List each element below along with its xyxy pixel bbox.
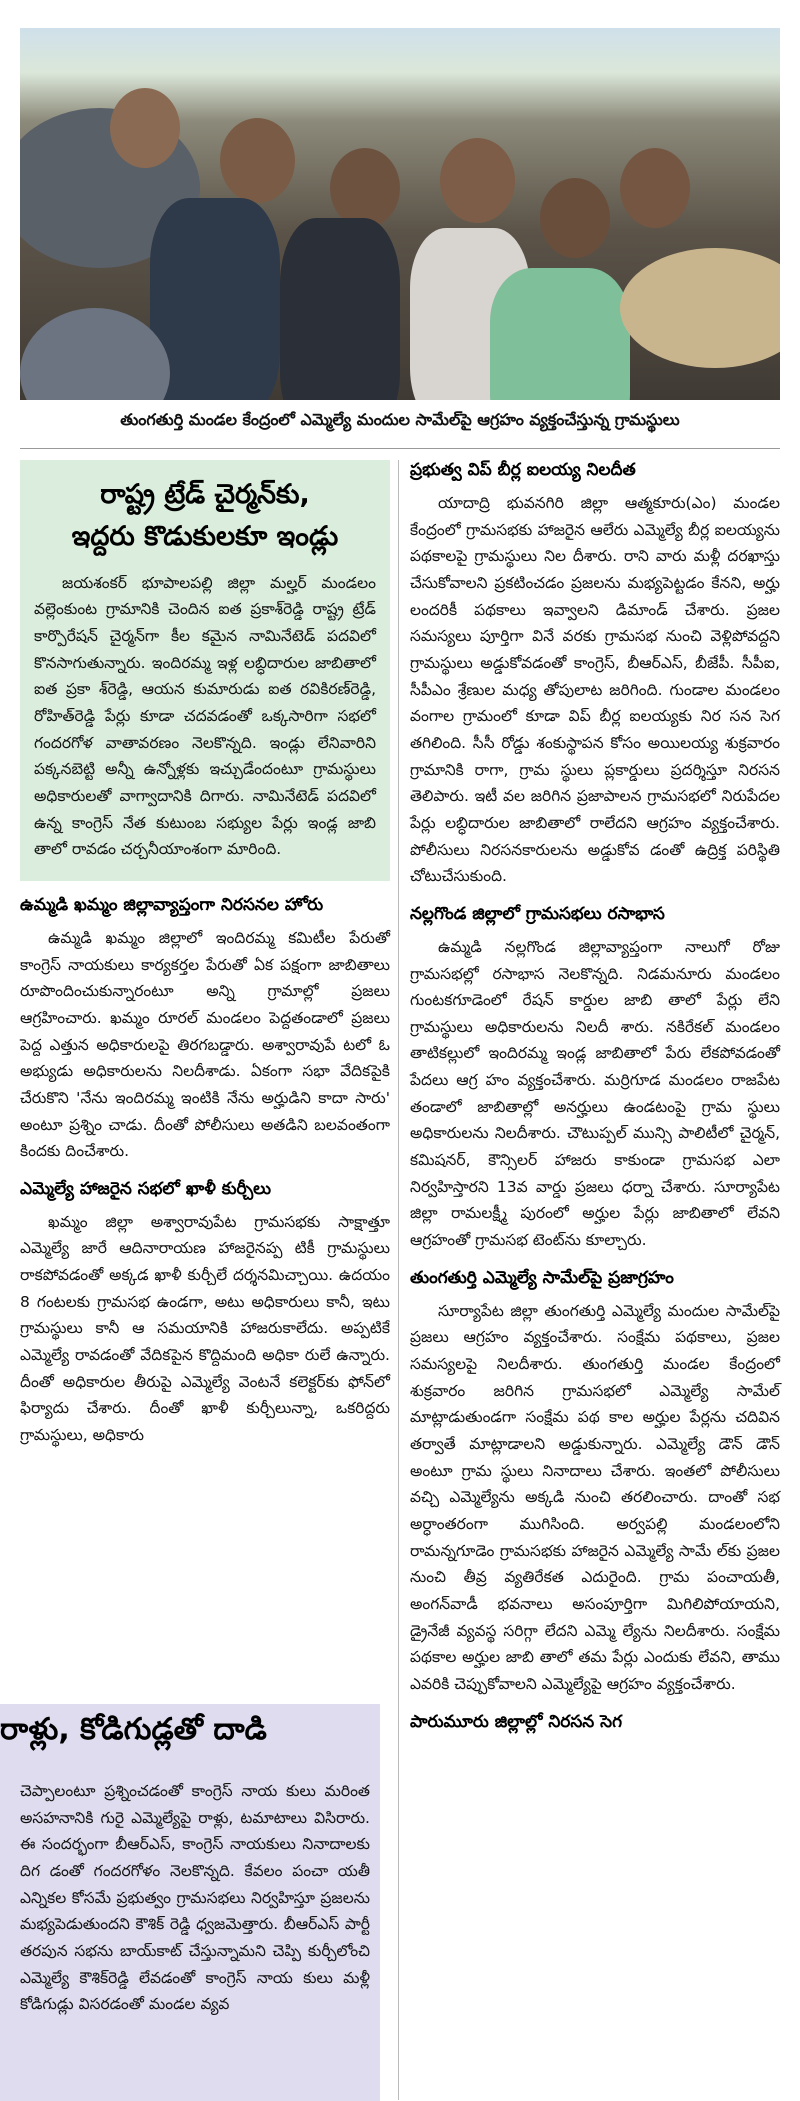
panel-headline: రాళ్లు, కోడిగుడ్లతో దాడి — [0, 1712, 267, 1747]
section-title: ఎమ్మెల్యే హాజరైన సభలో ఖాళీ కుర్చీలు — [20, 1178, 272, 1199]
protest-photo — [20, 28, 780, 400]
section-body: సూర్యాపేట జిల్లా తుంగతుర్తి ఎమ్మెల్యే మందుల సామేల్‌పై ప్రజలు ఆగ్రహం వ్యక్తంచేశారు. సంక్షేమ పథకాలు, ప్రజల సమస్యలపై నిలదీశారు. తుంగతుర్తి మండల కేంద్రంలో శుక్రవారం జరిగిన గ్రామసభలో ఎమ్మెల్యే సామేల్ మాట్లాడుతుండగా సంక్షేమ పథ కాల అర్హుల పేర్లను చదివిన తర్వాతే మాట్లాడాలని అడ్డుకున్నారు. ఎమ్మెల్యే డౌన్ డౌన్ అంటూ గ్రామ స్థులు నినాదాలు చేశారు. ఇంతలో పోలీసులు వచ్చి ఎమ్మెల్యేను అక్కడి నుంచి తరలించారు. దాంతో సభ అర్ధాంతరంగా ముగిసింది. అర్వపల్లి మండలంలోని రామన్నగూడెం గ్రామసభకు హాజరైన ఎమ్మెల్యే సామే ల్‌కు ప్రజల నుంచి తీవ్ర వ్యతిరేకత ఎదురైంది. గ్రామ పంచాయతీ, అంగన్‌వాడీ భవనాలు అసంపూర్తిగా మిగిలిపోయాయని, డ్రైనేజీ వ్యవస్థ సరిగ్గా లేదని ఎమ్మె ల్యేను నిలదీశారు. సంక్షేమ పథకాల అర్హుల జాబి తాలో తమ పేర్లు ఎందుకు లేవని, తాము ఎవరికి చెప్పుకోవాలని ఎమ్మెల్యేపై ఆగ్రహం వ్యక్తంచేశారు. — [410, 1301, 780, 1693]
left-column — [20, 460, 390, 1449]
divider — [20, 448, 780, 449]
column-divider — [398, 460, 399, 2100]
section-title: ఉమ్మడి ఖమ్మం జిల్లావ్యాప్తంగా నిరసనల హోరు — [20, 894, 324, 915]
photo-caption: తుంగతుర్తి మండల కేంద్రంలో ఎమ్మెల్యే మందుల సామేల్‌పై ఆగ్రహం వ్యక్తంచేస్తున్న గ్రామస్థులు — [120, 410, 680, 429]
panel-body: చెప్పాలంటూ ప్రశ్నించడంతో కాంగ్రెస్ నాయ కులు మరింత అసహనానికి గురై ఎమ్మెల్యేపై రాళ్లు, టమాటాలు విసిరారు. ఈ సందర్భంగా బీఆర్‌ఎస్, కాంగ్రెస్ నాయకులు నినాదాలకు దిగ డంతో గందరగోళం నెలకొన్నది. కేవలం పంచా యతీ ఎన్నికల కోసమే ప్రభుత్వం గ్రామసభలు నిర్వహిస్తూ ప్రజలను మభ్యపెడుతుందని కౌశిక్ రెడ్డి ధ్వజమెత్తారు. బీఆర్‌ఎస్ పార్టీ తరపున సభను బాయ్‌కాట్ చేస్తున్నామని చెప్పి కుర్చీలోంచి ఎమ్మెల్యే కౌశిక్‌రెడ్డి లేవడంతో కాంగ్రెస్ నాయ కులు మళ్లీ కోడిగుడ్లు విసరడంతో మండల వ్యవ — [20, 1782, 370, 2014]
section-body: ఖమ్మం జిల్లా అశ్వారావుపేట గ్రామసభకు సాక్షాత్తూ ఎమ్మెల్యే జారే ఆదినారాయణ హాజరైనప్ప టికీ గ్రామస్థులు రాకపోవడంతో అక్కడ ఖాళీ కుర్చీలే దర్శనమిచ్చాయి. ఉదయం 8 గంటలకు గ్రామసభ ఉండగా, అటు అధికారులు కానీ, ఇటు గ్రామస్థులు కానీ ఆ సమయానికి హాజరుకాలేదు. అప్పటికే ఎమ్మెల్యే రావడంతో వేదికపైన కొద్దిమంది అధికా రులే ఉన్నారు. దీంతో అధికారుల తీరుపై ఎమ్మెల్యే వెంటనే కలెక్టర్‌కు ఫోన్‌లో ఫిర్యాదు చేశారు. దీంతో ఖాళీ కుర్చీలున్నా, ఒకరిద్దరు గ్రామస్థులు, అధికారు — [20, 1212, 390, 1445]
section-title: నల్లగొండ జిల్లాలో గ్రామసభలు రసాభాస — [410, 903, 665, 924]
box-body: జయశంకర్ భూపాలపల్లి జిల్లా మల్హర్ మండలం వల్లెంకుంట గ్రామానికి చెందిన ఐత ప్రకాశ్‌రెడ్డి రాష్ట్ర ట్రేడ్ కార్పొరేషన్ చైర్మన్‌గా కీల కమైన నామినేటెడ్ పదవిలో కొనసాగుతున్నారు. ఇందిరమ్మ ఇళ్ల లబ్ధిదారుల జాబితాలో ఐత ప్రకా శ్‌రెడ్డి, ఆయన కుమారుడు ఐత రవికిరణ్‌రెడ్డి, రోహిత్‌రెడ్డి పేర్లు కూడా చదవడంతో ఒక్కసారిగా సభలో గందరగోళ వాతావరణం నెలకొన్నది. ఇండ్లు లేనివారిని పక్కనబెట్టి అన్నీ ఉన్నోళ్లకు ఇచ్చుడేందంటూ గ్రామస్థులు అధికారులతో వాగ్వాదానికి దిగారు. నామినేటెడ్ పదవిలో ఉన్న కాంగ్రెస్ నేత కుటుంబ సభ్యుల పేర్లు ఇండ్ల జాబి తాలో రావడం చర్చనీయాంశంగా మారింది. — [34, 573, 376, 859]
section-body: ఉమ్మడి నల్లగొండ జిల్లావ్యాప్తంగా నాలుగో రోజు గ్రామసభల్లో రసాభాస నెలకొన్నది. నిడమనూరు మండలం గుంటకగూడెంలో రేషన్ కార్డుల జాబి తాలో పేర్లు లేని గ్రామస్థులు అధికారులను నిలదీ శారు. నకిరేకల్ మండలం తాటికల్లులో ఇందిరమ్మ ఇండ్ల జాబితాలో పేరు లేకపోవడంతో పేదలు ఆగ్ర హం వ్యక్తంచేశారు. మర్రిగూడ మండలం రాజపేట తండాలో జాబితాల్లో అనర్హులు ఉండటంపై గ్రామ స్థులు అధికారులను నిలదీశారు. చౌటుప్పల్ మున్సి పాలిటీలో చైర్మన్, కమిషనర్, కౌన్సిలర్ హాజరు కాకుండా గ్రామసభ ఎలా నిర్వహిస్తారని 13వ వార్డు ప్రజలు ధర్నా చేశారు. సూర్యాపేట జిల్లా రామలక్ష్మీ పురంలో అర్హుల పేర్లు జాబితాలో లేవని ఆగ్రహంతో గ్రామసభ టెంట్‌ను కూల్చారు. — [410, 937, 780, 1250]
section-title: తుంగతుర్తి ఎమ్మెల్యే సామేల్‌పై ప్రజాగ్రహం — [410, 1267, 674, 1288]
section-body: యాదాద్రి భువనగిరి జిల్లా ఆత్మకూరు(ఎం) మండల కేంద్రంలో గ్రామసభకు హాజరైన ఆలేరు ఎమ్మెల్యే బీర్ల ఐలయ్యను పథకాలపై గ్రామస్థులు నిల దీశారు. రాని వారు మళ్లీ దరఖాస్తు చేసుకోవాలని ప్రకటించడం ప్రజలను మభ్యపెట్టడం కేనని, అర్హు లందరికీ పథకాలు ఇవ్వాలని డిమాండ్ చేశారు. ప్రజల సమస్యలు పూర్తిగా వినే వరకు గ్రామసభ నుంచి వెళ్లిపోవద్దని గ్రామస్థులు అడ్డుకోవడంతో కాంగ్రెస్, బీఆర్‌ఎస్, బీజేపీ. సీపీఐ, సీపీఎం శ్రేణుల మధ్య తోపులాట జరిగింది. గుండాల మండలం వంగాల గ్రామంలో కూడా విప్ బీర్ల ఐలయ్యకు నిర సన సెగ తగిలింది. సీసీ రోడ్డు శంకుస్థాపన కోసం అయిలయ్య శుక్రవారం గ్రామానికి రాగా, గ్రామ స్థులు ప్లకార్డులు ప్రదర్శిస్తూ నిరసన తెలిపారు. ఇటీ వల జరిగిన ప్రజాపాలన గ్రామసభలో నిరుపేదల పేర్లు లబ్ధిదారుల జాబితాలో రాలేదని ఆగ్రహం వ్యక్తంచేశారు. పోలీసులు నిరసనకారులను అడ్డుకోవ డంతో ఉద్రిక్త పరిస్థితి చోటుచేసుకుంది. — [410, 494, 780, 886]
highlight-box — [20, 460, 390, 881]
right-column — [410, 460, 780, 1742]
box-title-line1: రాష్ట్ర ట్రేడ్ చైర్మన్‌కు, — [100, 479, 310, 510]
section-body: ఉమ్మడి ఖమ్మం జిల్లాలో ఇందిరమ్మ కమిటీల పేరుతో కాంగ్రెస్ నాయకులు కార్యకర్తల పేరుతో ఏక పక్షంగా జాబితాలు రూపొందించుకున్నారంటూ అన్ని గ్రామాల్లో ప్రజలు ఆగ్రహించారు. ఖమ్మం రూరల్ మండలం పెద్దతండాలో ప్రజలు పెద్ద ఎత్తున అధికారులపై తిరగబడ్డారు. అశ్వారావుపే టలో ఓ అభ్యుడు అధికారులను నిలదీశాడు. ఏకంగా సభా వేదికపైకి చేరుకొని 'నేను ఇందిరమ్మ ఇంటికి నేను అర్హుడిని కాదా సారు' అంటూ ప్రశ్నిం చాడు. దీంతో పోలీసులు అతడిని బలవంతంగా కిందకు దించేశారు. — [20, 928, 390, 1161]
box-title-line2: ఇద్దరు కొడుకులకూ ఇండ్లు — [71, 520, 339, 552]
section-title: పారుమూరు జిల్లాల్లో నిరసన సెగ — [410, 1711, 622, 1732]
section-title: ప్రభుత్వ విప్ బీర్ల ఐలయ్య నిలదీత — [410, 460, 636, 480]
